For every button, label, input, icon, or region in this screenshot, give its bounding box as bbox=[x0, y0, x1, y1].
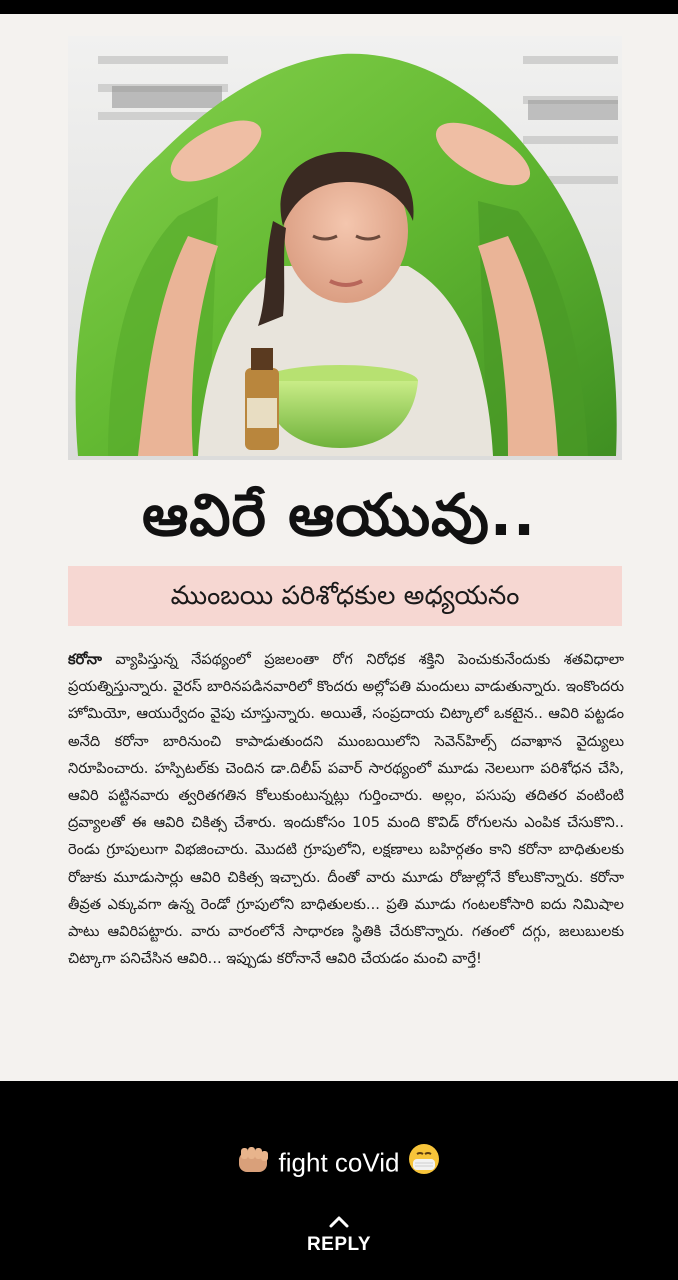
newspaper-clipping-image[interactable] bbox=[0, 14, 678, 1081]
fist-emoji-icon bbox=[237, 1144, 271, 1185]
subheadline: ముంబయి పరిశోధకుల అధ్యయనం bbox=[170, 581, 520, 611]
article-photo bbox=[68, 36, 622, 460]
headline: ఆవిరే ఆయువు.. bbox=[142, 481, 536, 549]
status-bar bbox=[0, 0, 678, 14]
subheadline-banner bbox=[68, 566, 622, 626]
chevron-up-icon bbox=[327, 1212, 351, 1230]
reply-label: REPLY bbox=[306, 1234, 372, 1255]
article-body-text: వ్యాపిస్తున్న నేపథ్యంలో ప్రజలంతా రోగ నిరోధక శక్తిని పెంచుకునేందుకు శతవిధాలా ప్రయత్నిస్తున్నారు. వైరస్ బారినపడినవారిలో కొందరు అల్లోపతి మందులు వాడుతున్నారు. ఇంకొందరు హోమియో, ఆయుర్వేదం వైపు చూస్తున్నారు. అయితే, సంప్రదాయ చిట్కాలో ఒకటైన.. ఆవిరి పట్టడం అనేది కరోనా బారినుంచి కాపాడుతుందని ముంబయిలోని సెవెన్‌హిల్స్ దవాఖాన వైద్యులు నిరూపించారు. హస్పిటల్‌కు చెందిన డా.దిలీప్ పవార్ సారథ్యంలో మూడు నెలలుగా పరిశోధన చేసి, ఆవిరి పట్టినవారు త్వరితగతిన కోలుకుంటున్నట్లు గుర్తించారు. అల్లం, పసుపు తదితర వంటింటి ద్రవ్యాలతో ఈ ఆవిరి చికిత్స చేశారు. ఇందుకోసం 105 మంది కొవిడ్ రోగులను ఎంపిక చేసుకొని.. రెండు గ్రూపులుగా విభజించారు. మొదటి గ్రూపులోని, లక్షణాలు బహిర్గతం కాని కరోనా బాధితులకు రోజుకు మూడుసార్లు ఆవిరి చికిత్స ఇచ్చారు. దీంతో వారు మూడు రోజుల్లోనే కోలుకొన్నారు. కరోనా తీవ్రత ఎక్కువగా ఉన్న రెండో గ్రూపులోని బాధితులకు... ప్రతి మూడు గంటలకోసారి ఐదు నిమిషాల పాటు ఆవిరిపట్టారు. వారు వారంలోనే సాధారణ స్థితికి చేరుకొన్నారు. గతంలో దగ్గు, జలుబులకు చిట్కాగా పనిచేసిన ఆవిరి... ఇప్పుడు కరోనానే ఆవిరి చేయడం మంచి వార్తే! bbox=[68, 651, 624, 968]
message-caption bbox=[0, 1142, 678, 1187]
article-body bbox=[68, 646, 624, 972]
woman-steam-inhalation-illustration bbox=[68, 36, 622, 460]
lead-word: కరోనా bbox=[68, 651, 102, 668]
reply-button[interactable] bbox=[0, 1212, 678, 1256]
caption-text: fight coVid bbox=[278, 1147, 400, 1178]
mask-face-emoji-icon bbox=[407, 1142, 441, 1187]
